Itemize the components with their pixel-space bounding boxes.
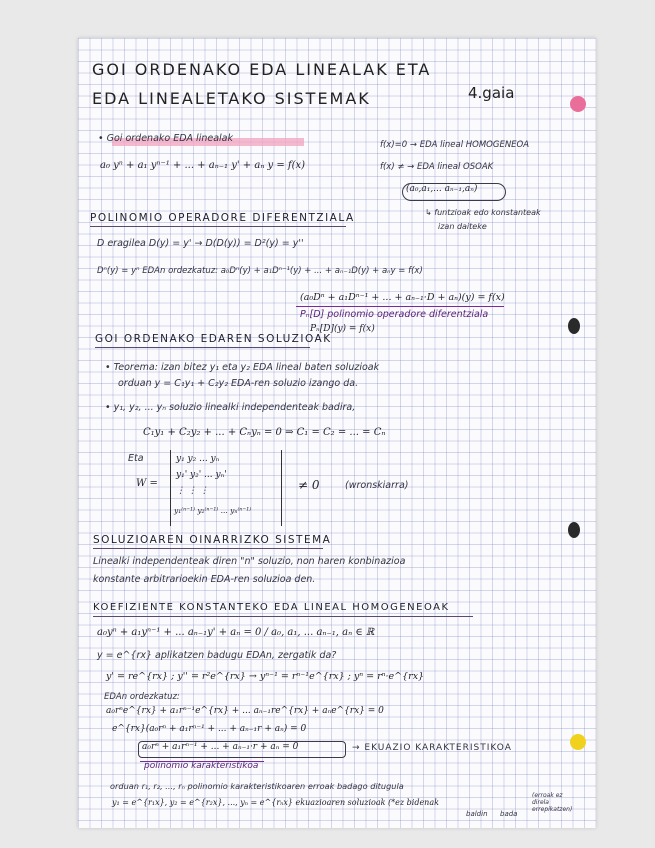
equation: y₁ = e^{r₁x}, y₂ = e^{r₂x}, ..., yₙ = e^{rₙx} ekuazioaren soluzioak (*ez bidenak bbox=[112, 798, 439, 807]
matrix-row: ⋮ ⋮ ⋮ bbox=[176, 486, 209, 496]
small-note: bada bbox=[500, 810, 518, 818]
matrix-row: y₁ y₂ ... yₙ bbox=[176, 454, 220, 464]
operator-label: Pₙ[D] polinomio operadore diferentziala bbox=[300, 309, 489, 320]
chapter-label: 4.gaia bbox=[468, 84, 515, 102]
wronskian-label: W = bbox=[136, 478, 158, 489]
matrix-row: y₁' y₂' ... yₙ' bbox=[176, 470, 227, 480]
char-equation-label: → EKUAZIO KARAKTERISTIKOA bbox=[352, 743, 512, 753]
text-line: orduan r₁, r₂, ..., rₙ polinomio karakteristikoaren erroak badago ditugula bbox=[110, 781, 404, 791]
heading-underline bbox=[95, 347, 310, 348]
text-line: • Teorema: izan bitez y₁ eta y₂ EDA lineal baten soluzioak bbox=[105, 362, 380, 373]
wronskian-note: (wronskiarra) bbox=[345, 480, 409, 491]
note-text: izan daiteke bbox=[438, 222, 487, 231]
text-line: Eta bbox=[128, 453, 144, 464]
ring-hole bbox=[568, 522, 580, 538]
text-line: D eragilea D(y) = y' → D(D(y)) = D²(y) = y'' bbox=[97, 238, 304, 249]
equation: y' = re^{rx} ; y'' = r²e^{rx} → yⁿ⁻¹ = rⁿ⁻¹e^{rx} ; yⁿ = rⁿ·e^{rx} bbox=[106, 671, 425, 682]
page-tab-yellow bbox=[570, 734, 586, 750]
equation: e^{rx}(a₀rⁿ + a₁rⁿ⁻¹ + ... + aₙ₋₁r + aₙ) = 0 bbox=[112, 724, 307, 734]
page-tab-pink bbox=[570, 96, 586, 112]
text-line: EDAn ordezkatuz: bbox=[104, 692, 180, 702]
ring-hole bbox=[568, 318, 580, 334]
boxed-equation: (a₀Dⁿ + a₁Dⁿ⁻¹ + ... + aₙ₋₁·D + aₙ)(y) = f(x) bbox=[300, 292, 505, 303]
heading-underline bbox=[90, 226, 346, 227]
section-heading: KOEFIZIENTE KONSTANTEKO EDA LINEAL HOMOGENEOAK bbox=[93, 602, 450, 613]
heading-underline bbox=[93, 548, 323, 549]
case-text: f(x)=0 → EDA lineal HOMOGENEOA bbox=[380, 140, 530, 150]
not-zero: ≠ 0 bbox=[298, 478, 320, 492]
page-title-line2: EDA LINEALETAKO SISTEMAK bbox=[92, 89, 371, 108]
matrix-row: y₁⁽ⁿ⁻¹⁾ y₂⁽ⁿ⁻¹⁾ ... yₙ⁽ⁿ⁻¹⁾ bbox=[174, 506, 252, 515]
text-line: y = e^{rx} aplikatzen badugu EDAn, zergatik da? bbox=[97, 650, 337, 661]
equation: C₁y₁ + C₂y₂ + ... + Cₙyₙ = 0 ⇒ C₁ = C₂ = ... = Cₙ bbox=[143, 427, 386, 438]
section-heading: POLINOMIO OPERADORE DIFERENTZIALA bbox=[90, 212, 355, 224]
equation: a₀rⁿe^{rx} + a₁rⁿ⁻¹e^{rx} + ... aₙ₋₁re^{rx} + aₙe^{rx} = 0 bbox=[106, 706, 384, 716]
equation: a₀ yⁿ + a₁ yⁿ⁻¹ + ... + aₙ₋₁ y' + aₙ y = f(x) bbox=[100, 160, 306, 171]
small-note: baldin bbox=[466, 810, 488, 818]
char-poly-label: polinomio karakteristikoa bbox=[144, 761, 259, 771]
margin-note: (erroak ez direla errepikatzen) bbox=[532, 792, 573, 813]
text-line: Linealki independenteak diren "n" soluzio, non haren konbinazioa bbox=[93, 556, 406, 567]
note-text: ↳ funtzioak edo konstanteak bbox=[425, 208, 541, 217]
heading-underline bbox=[93, 616, 473, 617]
coef-text: (a₀,a₁,... aₙ₋₁,aₙ) bbox=[406, 184, 478, 194]
char-equation: a₀rⁿ + a₁rⁿ⁻¹ + ... + aₙ₋₁·r + aₙ = 0 bbox=[142, 742, 299, 752]
text-line: • y₁, y₂, ... yₙ soluzio linealki independenteak badira, bbox=[105, 402, 356, 413]
operator-equation: Pₙ[D](y) = f(x) bbox=[310, 324, 375, 334]
text-line: Dⁿ(y) = yⁿ EDAn ordezkatuz: a₀Dⁿ(y) + a₁Dⁿ⁻¹(y) + ... + aₙ₋₁D(y) + aₙy = f(x) bbox=[97, 266, 423, 276]
section-bullet: • Goi ordenako EDA linealak bbox=[98, 133, 233, 144]
case-text: f(x) ≠ → EDA lineal OSOAK bbox=[380, 162, 494, 172]
section-heading: GOI ORDENAKO EDAREN SOLUZIOAK bbox=[95, 333, 332, 345]
text-line: orduan y = C₁y₁ + C₂y₂ EDA-ren soluzio izango da. bbox=[118, 378, 359, 389]
text-line: konstante arbitrarioekin EDA-ren soluzioa den. bbox=[93, 574, 316, 585]
section-heading: SOLUZIOAREN OINARRIZKO SISTEMA bbox=[93, 534, 332, 546]
purple-underline bbox=[296, 306, 504, 307]
page-title-line1: GOI ORDENAKO EDA LINEALAK ETA bbox=[92, 60, 432, 79]
equation: a₀yⁿ + a₁yⁿ⁻¹ + ... aₙ₋₁y' + aₙ = 0 / a₀, a₁, ... aₙ₋₁, aₙ ∈ ℝ bbox=[97, 627, 375, 638]
